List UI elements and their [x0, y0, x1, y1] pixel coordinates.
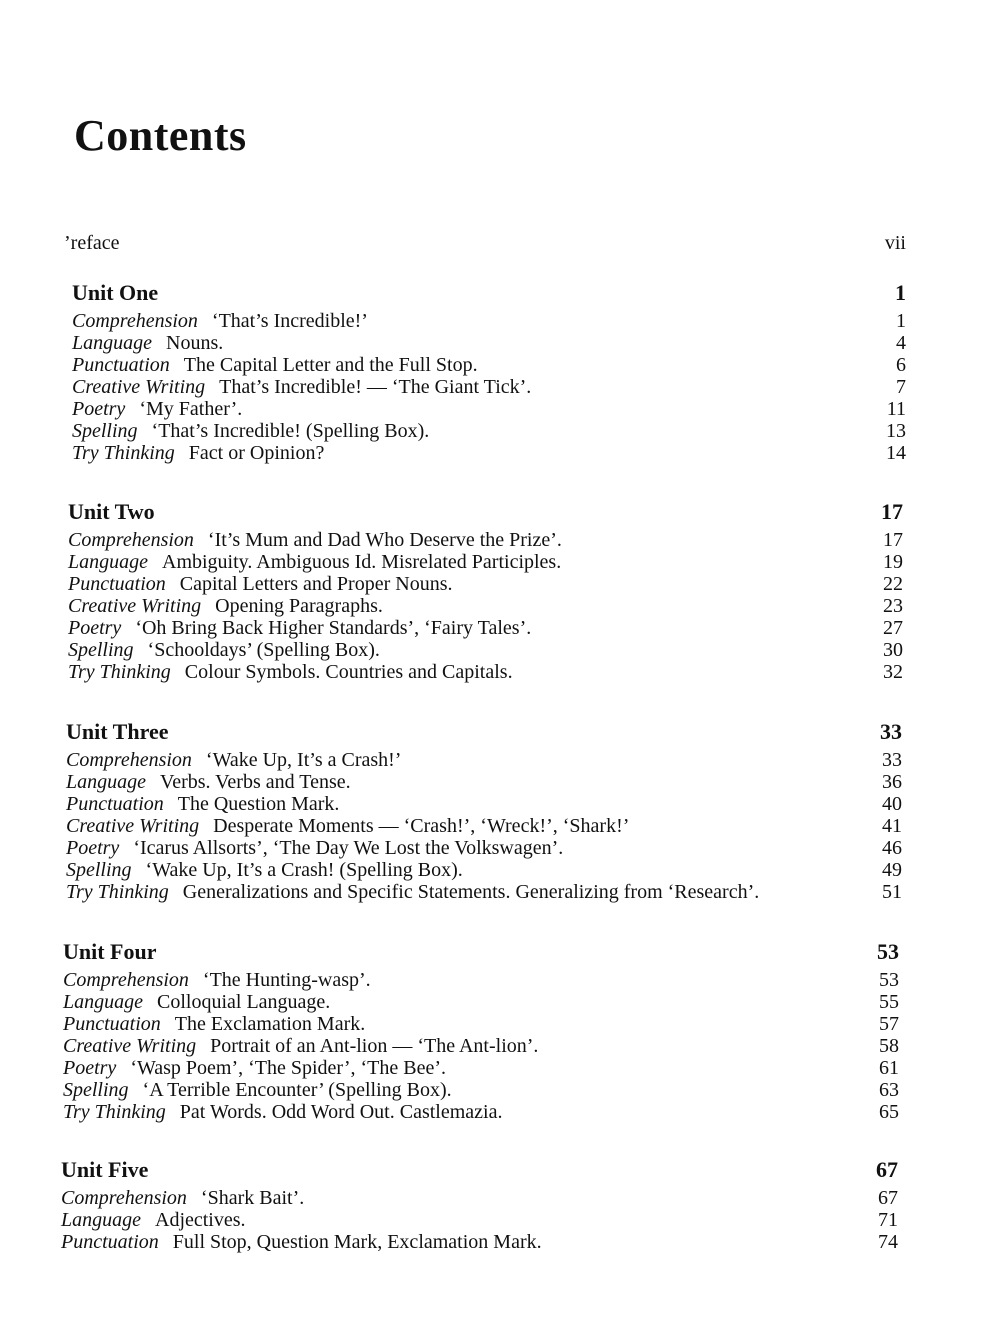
entry-category: Language: [68, 551, 148, 573]
entry-category: Poetry: [63, 1057, 117, 1079]
contents-entry: [68, 573, 903, 595]
unit-page: 1: [895, 280, 906, 305]
unit-heading: [63, 941, 899, 963]
entry-page: 57: [879, 1013, 899, 1035]
entry-page: 22: [883, 573, 903, 595]
entry-title: ‘That’s Incredible!’: [211, 310, 368, 332]
unit-title: Unit Four: [63, 939, 157, 964]
entry-title: ‘Wake Up, It’s a Crash!’: [205, 749, 402, 771]
entry-page: 51: [882, 881, 902, 903]
unit-page: 17: [881, 499, 903, 524]
entry-title: ‘A Terrible Encounter’ (Spelling Box).: [142, 1079, 452, 1101]
entry-title: Opening Paragraphs.: [215, 595, 383, 617]
entry-page: 32: [883, 661, 903, 683]
unit-section: [63, 941, 899, 1123]
unit-section: [68, 501, 903, 683]
entry-title: The Capital Letter and the Full Stop.: [183, 354, 478, 376]
entry-category: Spelling: [66, 859, 132, 881]
unit-title: Unit Five: [61, 1157, 149, 1182]
entry-page: 74: [878, 1231, 898, 1253]
entry-title: Full Stop, Question Mark, Exclamation Mark.: [172, 1231, 542, 1253]
contents-entry: [63, 1013, 899, 1035]
entry-page: 58: [879, 1035, 899, 1057]
contents-entry: [66, 771, 902, 793]
contents-entry: [63, 1101, 899, 1123]
contents-entry: [68, 595, 903, 617]
entry-page: 41: [882, 815, 902, 837]
unit-heading: [61, 1159, 898, 1181]
entry-title: Verbs. Verbs and Tense.: [160, 771, 351, 793]
entry-category: Comprehension: [63, 969, 189, 991]
entry-title: Desperate Moments — ‘Crash!’, ‘Wreck!’, ‘Shark!’: [213, 815, 630, 837]
entry-title: Colloquial Language.: [157, 991, 331, 1013]
contents-entry: [72, 354, 906, 376]
entry-page: 46: [882, 837, 902, 859]
contents-entry: [66, 793, 902, 815]
entry-page: 7: [896, 376, 906, 398]
entry-page: 6: [896, 354, 906, 376]
preface-label: ’reface: [64, 232, 120, 254]
entry-page: 40: [882, 793, 902, 815]
entry-title: Generalizations and Specific Statements. Generalizing from ‘Research’.: [182, 881, 760, 903]
unit-page: 53: [877, 939, 899, 964]
entry-title: That’s Incredible! — ‘The Giant Tick’.: [219, 376, 532, 398]
entry-title: Adjectives.: [155, 1209, 246, 1231]
entry-title: ‘Shark Bait’.: [200, 1187, 305, 1209]
entry-page: 14: [886, 442, 906, 464]
unit-section: [66, 721, 902, 903]
entry-title: ‘Schooldays’ (Spelling Box).: [147, 639, 380, 661]
entry-page: 63: [879, 1079, 899, 1101]
entry-page: 11: [886, 398, 906, 420]
contents-entry: [72, 310, 906, 332]
unit-heading: [72, 282, 906, 304]
entry-category: Creative Writing: [66, 815, 200, 837]
entry-page: 61: [879, 1057, 899, 1079]
entry-title: ‘It’s Mum and Dad Who Deserve the Prize’.: [207, 529, 562, 551]
contents-entry: [63, 1035, 899, 1057]
contents-entry: [63, 969, 899, 991]
contents-entry: [66, 859, 902, 881]
entry-category: Comprehension: [68, 529, 194, 551]
contents-entry: [66, 881, 902, 903]
entry-category: Language: [61, 1209, 141, 1231]
entry-category: Poetry: [68, 617, 122, 639]
entry-category: Try Thinking: [68, 661, 171, 683]
contents-entry: [63, 1057, 899, 1079]
contents-entry: [68, 661, 903, 683]
entry-category: Punctuation: [63, 1013, 161, 1035]
contents-entry: [61, 1187, 898, 1209]
entry-category: Try Thinking: [63, 1101, 166, 1123]
unit-heading: [68, 501, 903, 523]
entry-page: 23: [883, 595, 903, 617]
entry-category: Try Thinking: [72, 442, 175, 464]
entry-title: Pat Words. Odd Word Out. Castlemazia.: [179, 1101, 503, 1123]
contents-entry: [66, 815, 902, 837]
contents-entry: [63, 1079, 899, 1101]
entry-title: Capital Letters and Proper Nouns.: [179, 573, 453, 595]
entry-category: Poetry: [72, 398, 126, 420]
preface-entry: [64, 232, 906, 255]
entry-category: Language: [72, 332, 152, 354]
entry-title: ‘My Father’.: [139, 398, 243, 420]
entry-category: Spelling: [63, 1079, 129, 1101]
entry-category: Language: [63, 991, 143, 1013]
contents-entry: [72, 442, 906, 464]
contents-entry: [68, 551, 903, 573]
entry-category: Punctuation: [66, 793, 164, 815]
entry-page: 65: [879, 1101, 899, 1123]
entry-page: 4: [896, 332, 906, 354]
entry-category: Language: [66, 771, 146, 793]
preface-page: vii: [884, 232, 906, 254]
entry-category: Creative Writing: [68, 595, 202, 617]
contents-entry: [66, 837, 902, 859]
entry-category: Comprehension: [66, 749, 192, 771]
entry-title: Fact or Opinion?: [188, 442, 325, 464]
entry-page: 13: [886, 420, 906, 442]
contents-entry: [68, 529, 903, 551]
entry-page: 49: [882, 859, 902, 881]
entry-page: 30: [883, 639, 903, 661]
contents-entry: [61, 1231, 898, 1253]
entry-page: 1: [896, 310, 906, 332]
entry-category: Comprehension: [61, 1187, 187, 1209]
entry-page: 17: [883, 529, 903, 551]
contents-entry: [68, 639, 903, 661]
entry-title: Ambiguity. Ambiguous Id. Misrelated Participles.: [162, 551, 562, 573]
page-title: Contents: [74, 111, 247, 160]
contents-entry: [61, 1209, 898, 1231]
entry-title: Portrait of an Ant-lion — ‘The Ant-lion’.: [210, 1035, 539, 1057]
entry-page: 53: [879, 969, 899, 991]
contents-entry: [72, 420, 906, 442]
contents-entry: [72, 398, 906, 420]
unit-page: 67: [876, 1157, 898, 1182]
unit-title: Unit One: [72, 280, 159, 305]
entry-title: ‘Wake Up, It’s a Crash! (Spelling Box).: [145, 859, 463, 881]
entry-title: The Exclamation Mark.: [174, 1013, 366, 1035]
entry-title: ‘Oh Bring Back Higher Standards’, ‘Fairy Tales’.: [135, 617, 532, 639]
contents-entry: [66, 749, 902, 771]
entry-title: ‘Wasp Poem’, ‘The Spider’, ‘The Bee’.: [130, 1057, 447, 1079]
entry-category: Punctuation: [61, 1231, 159, 1253]
unit-section: [61, 1159, 898, 1253]
entry-category: Try Thinking: [66, 881, 169, 903]
unit-page: 33: [880, 719, 902, 744]
entry-category: Punctuation: [72, 354, 170, 376]
entry-page: 71: [878, 1209, 898, 1231]
entry-title: ‘The Hunting-wasp’.: [202, 969, 371, 991]
entry-category: Comprehension: [72, 310, 198, 332]
entry-page: 36: [882, 771, 902, 793]
entry-title: ‘That’s Incredible! (Spelling Box).: [151, 420, 430, 442]
entry-category: Spelling: [72, 420, 138, 442]
entry-title: Colour Symbols. Countries and Capitals.: [184, 661, 513, 683]
entry-category: Punctuation: [68, 573, 166, 595]
contents-entry: [72, 332, 906, 354]
entry-page: 33: [882, 749, 902, 771]
entry-page: 19: [883, 551, 903, 573]
entry-title: The Question Mark.: [177, 793, 340, 815]
contents-entry: [68, 617, 903, 639]
unit-title: Unit Two: [68, 499, 155, 524]
contents-entry: [72, 376, 906, 398]
entry-title: ‘Icarus Allsorts’, ‘The Day We Lost the Volkswagen’.: [133, 837, 564, 859]
entry-page: 55: [879, 991, 899, 1013]
entry-category: Creative Writing: [63, 1035, 197, 1057]
unit-heading: [66, 721, 902, 743]
entry-category: Creative Writing: [72, 376, 206, 398]
unit-title: Unit Three: [66, 719, 169, 744]
contents-entry: [63, 991, 899, 1013]
unit-section: [72, 282, 906, 464]
entry-title: Nouns.: [166, 332, 224, 354]
entry-category: Poetry: [66, 837, 120, 859]
entry-category: Spelling: [68, 639, 134, 661]
entry-page: 67: [878, 1187, 898, 1209]
entry-page: 27: [883, 617, 903, 639]
